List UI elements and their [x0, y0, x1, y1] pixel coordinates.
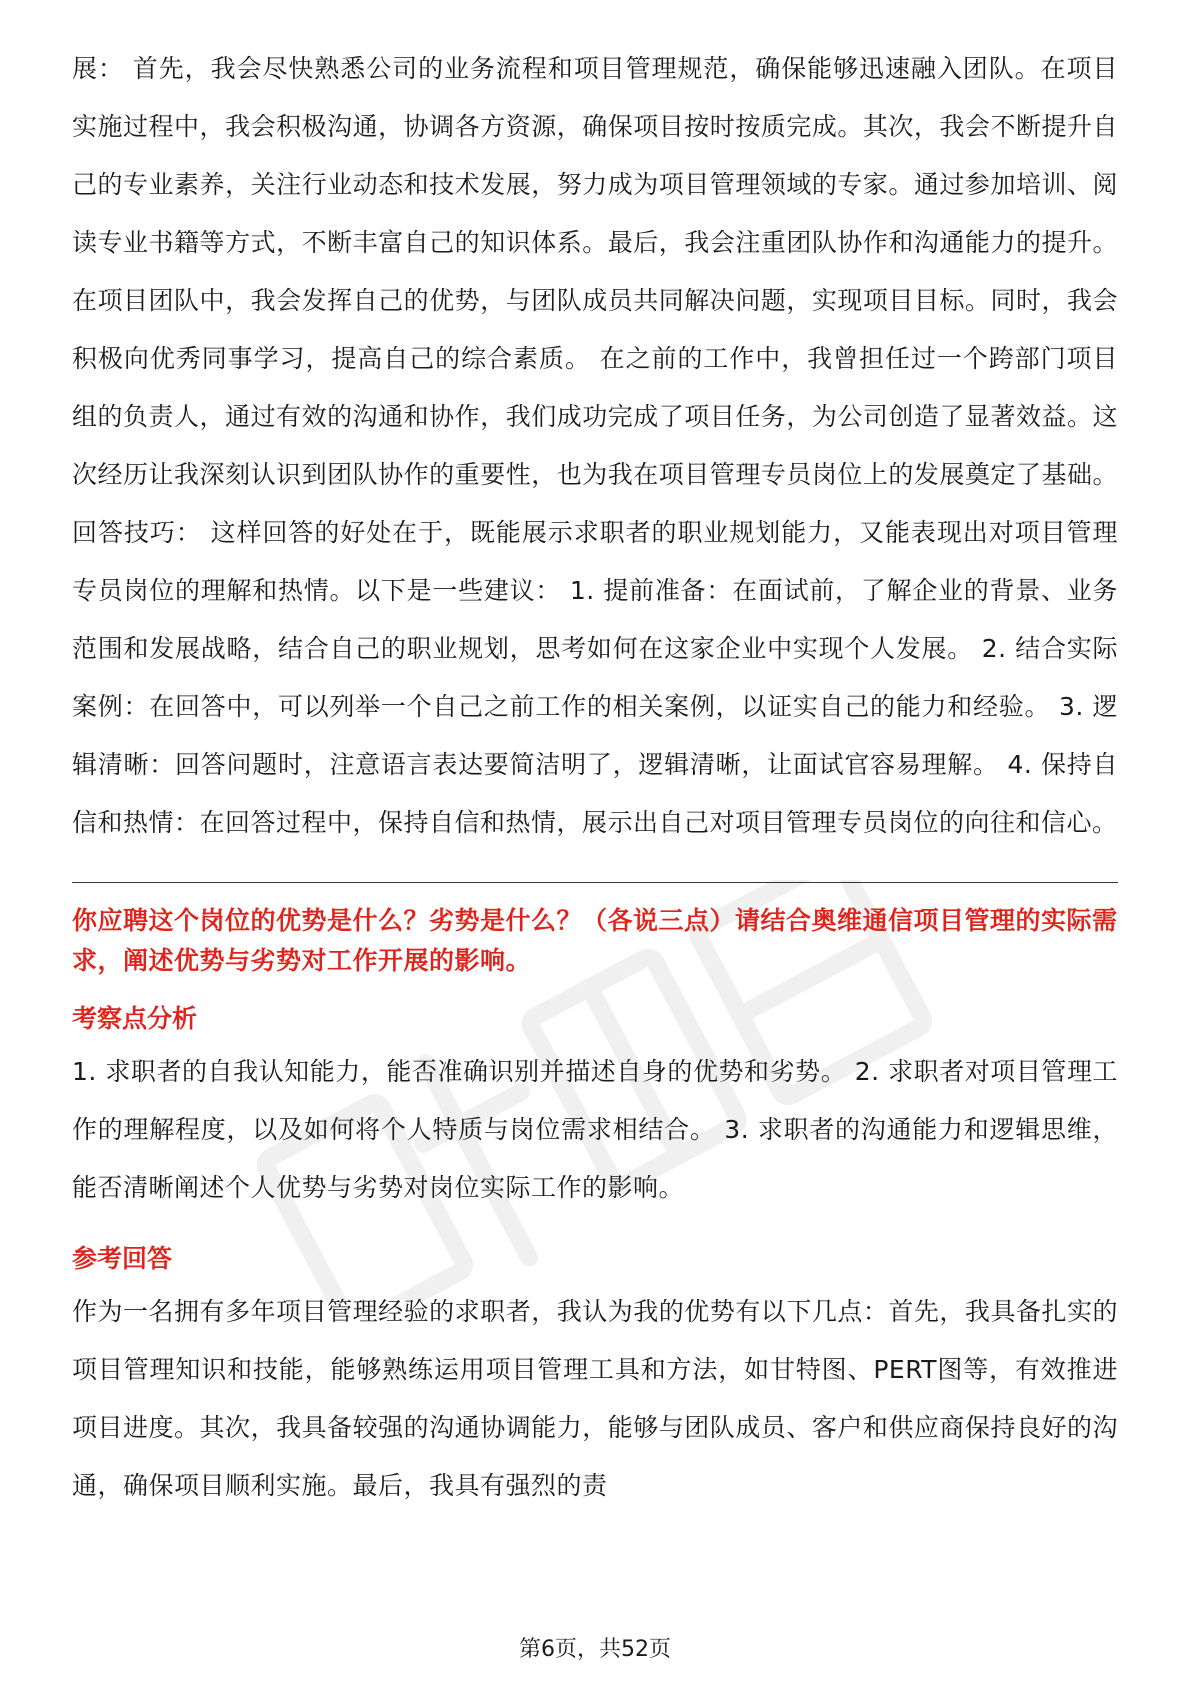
page-content — [72, 40, 1118, 1515]
interview-question: 你应聘这个岗位的优势是什么？劣势是什么？（各说三点）请结合奥维通信项目管理的实际需求，阐述优势与劣势对工作开展的影响。 — [72, 906, 1118, 975]
section-divider — [72, 882, 1118, 883]
intro-paragraph: 展： 首先，我会尽快熟悉公司的业务流程和项目管理规范，确保能够迅速融入团队。在项目实施过程中，我会积极沟通，协调各方资源，确保项目按时按质完成。其次，我会不断提升自己的专业素养，关注行业动态和技术发展，努力成为项目管理领域的专家。通过参加培训、阅读专业书籍等方式，不断丰富自己的知识体系。最后，我会注重团队协作和沟通能力的提升。在项目团队中，我会发挥自己的优势，与团队成员共同解决问题，实现项目目标。同时，我会积极向优秀同事学习，提高自己的综合素质。 在之前的工作中，我曾担任过一个跨部门项目组的负责人，通过有效的沟通和协作，我们成功完成了项目任务，为公司创造了显著效益。这次经历让我深刻认识到团队协作的重要性，也为我在项目管理专员岗位上的发展奠定了基础。 回答技巧： 这样回答的好处在于，既能展示求职者的职业规划能力，又能表现出对项目管理专员岗位的理解和热情。以下是一些建议： 1. 提前准备：在面试前，了解企业的背景、业务范围和发展战略，结合自己的职业规划，思考如何在这家企业中实现个人发展。 2. 结合实际案例：在回答中，可以列举一个自己之前工作的相关案例，以证实自己的能力和经验。 3. 逻辑清晰：回答问题时，注意语言表达要简洁明了，逻辑清晰，让面试官容易理解。 4. 保持自信和热情：在回答过程中，保持自信和热情，展示出自己对项目管理专员岗位的向往和信心。 — [72, 54, 1118, 837]
answer-heading: 参考回答 — [72, 1244, 173, 1273]
analysis-text: 1. 求职者的自我认知能力，能否准确识别并描述自身的优势和劣势。 2. 求职者对项目管理工作的理解程度，以及如何将个人特质与岗位需求相结合。 3. 求职者的沟通能力和逻辑思维，能否清晰阐述个人优势与劣势对岗位实际工作的影响。 — [72, 1057, 1118, 1202]
answer-text: 作为一名拥有多年项目管理经验的求职者，我认为我的优势有以下几点：首先，我具备扎实的项目管理知识和技能，能够熟练运用项目管理工具和方法，如甘特图、PERT图等，有效推进项目进度。其次，我具备较强的沟通协调能力，能够与团队成员、客户和供应商保持良好的沟通，确保项目顺利实施。最后，我具有强烈的责 — [72, 1297, 1118, 1500]
analysis-heading: 考察点分析 — [72, 1004, 198, 1033]
page-number: 第6页，共52页 — [519, 1637, 671, 1662]
